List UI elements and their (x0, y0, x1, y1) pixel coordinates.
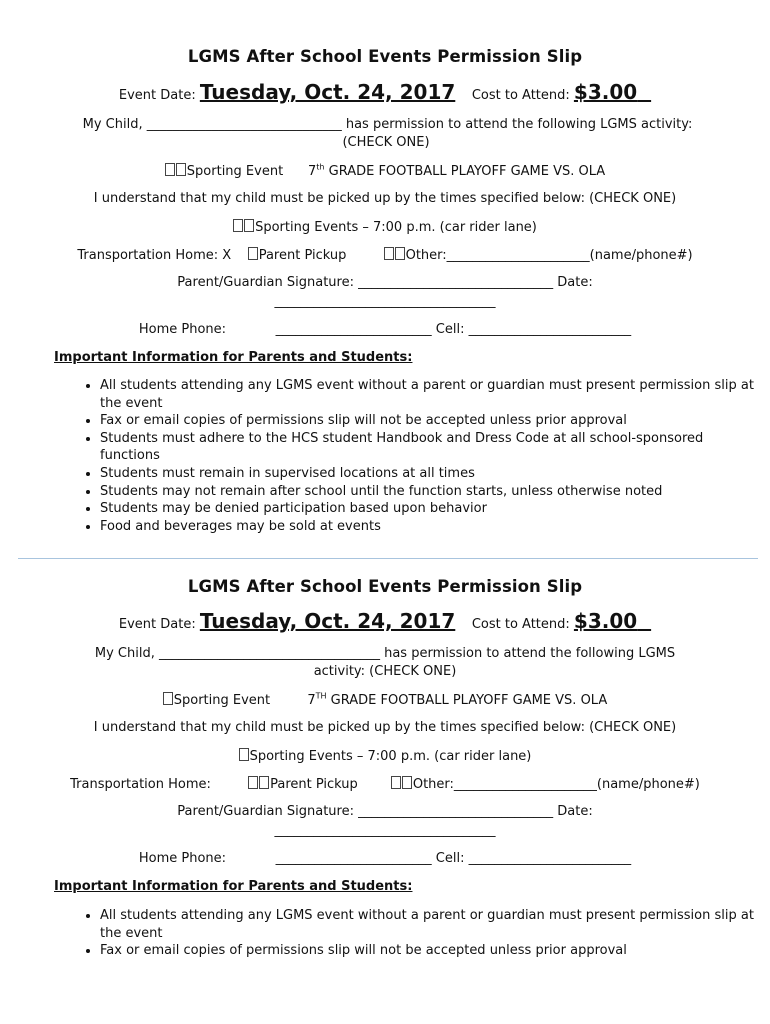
transport-label: Transportation Home: (70, 777, 211, 792)
slip2-event-row (0, 609, 770, 633)
home-phone-label: Home Phone: (138, 322, 227, 337)
game-name: GRADE FOOTBALL PLAYOFF GAME VS. OLA (330, 693, 608, 708)
list-item: • Food and beverages may be sold at events (100, 518, 760, 536)
slip1-transport-row (0, 247, 770, 263)
slip2-activity-row (0, 692, 770, 708)
parent-pickup-label: Parent Pickup (258, 248, 347, 263)
checkbox-icon[interactable] (244, 219, 254, 232)
slip2-phone-row (0, 851, 770, 866)
slip1-title: LGMS After School Events Permission Slip (187, 47, 583, 66)
cost-value: $3.00 (573, 80, 638, 104)
event-date-label: Event Date: (118, 617, 196, 632)
cost-label: Cost to Attend: (471, 617, 570, 632)
slip2-pickup-time-row (0, 748, 770, 764)
grade-sup: th (316, 162, 325, 172)
page-divider (18, 558, 758, 559)
slip2-child-line-b: activity: (CHECK ONE) (313, 664, 457, 679)
phone-cell-lines: ________________________ Cell: _________________________ (275, 851, 632, 866)
slip1-pickup-time-row (0, 219, 770, 235)
parent-pickup-label: Parent Pickup (270, 777, 358, 792)
slip2-title: LGMS After School Events Permission Slip (187, 577, 583, 596)
list-item: • All students attending any LGMS event without a parent or guardian must present permission slip at the event (100, 907, 760, 942)
event-date: Tuesday, Oct. 24, 2017 (199, 80, 456, 104)
slip2-bullet-list (54, 907, 760, 960)
checkbox-icon[interactable] (165, 163, 175, 176)
other-label: Other:______________________(name/phone#) (412, 777, 700, 792)
cost-label: Cost to Attend: (471, 88, 570, 103)
checkbox-icon[interactable] (395, 247, 405, 260)
event-date: Tuesday, Oct. 24, 2017 (199, 609, 456, 633)
grade-sup: TH (315, 691, 327, 701)
checkbox-icon[interactable] (402, 776, 412, 789)
slip2-important-heading: Important Information for Parents and Students: (54, 879, 413, 894)
game-name: GRADE FOOTBALL PLAYOFF GAME VS. OLA (328, 164, 606, 179)
slip2-understand: I understand that my child must be picked up by the times specified below: (CHECK ONE) (93, 720, 677, 735)
slip1-bullet-list (54, 377, 760, 535)
slip1-phone-row (0, 322, 770, 337)
checkbox-icon[interactable] (259, 776, 269, 789)
checkbox-icon[interactable] (176, 163, 186, 176)
event-date-label: Event Date: (118, 88, 196, 103)
other-label: Other:______________________(name/phone#) (405, 248, 693, 263)
slip2-child-line-a: My Child, __________________________________ has permission to attend the following LGMS (94, 646, 676, 661)
slip2-transport-row (0, 776, 770, 792)
slip2-date-line: __________________________________ (274, 823, 496, 838)
checkbox-icon[interactable] (248, 776, 258, 789)
list-item: • All students attending any LGMS event without a parent or guardian must present permission slip at the event (100, 377, 760, 412)
slip2-signature: Parent/Guardian Signature: ______________________________ Date: (177, 804, 593, 819)
grade: 7 (307, 693, 316, 708)
slip1-date-line: __________________________________ (274, 294, 496, 309)
checkbox-icon[interactable] (239, 748, 249, 761)
slip1-child-line-a: My Child, ______________________________ has permission to attend the following LGMS activity: (82, 117, 693, 132)
list-item: • Students may be denied participation based upon behavior (100, 500, 760, 518)
checkbox-icon[interactable] (163, 692, 173, 705)
home-phone-label: Home Phone: (138, 851, 227, 866)
slip1-child-line-b: (CHECK ONE) (342, 135, 430, 150)
sporting-events-time: Sporting Events – 7:00 p.m. (car rider lane) (255, 220, 537, 235)
slip1-event-row (0, 80, 770, 104)
list-item: • Fax or email copies of permissions slip will not be accepted unless prior approval (100, 942, 760, 960)
slip1-important-heading: Important Information for Parents and Students: (54, 350, 413, 365)
checkbox-icon[interactable] (391, 776, 401, 789)
sporting-events-time: Sporting Events – 7:00 p.m. (car rider lane) (249, 749, 532, 764)
transport-label: Transportation Home: X (77, 248, 232, 263)
checkbox-icon[interactable] (233, 219, 243, 232)
sporting-event-label: Sporting Event (186, 164, 284, 179)
sporting-event-label: Sporting Event (173, 693, 271, 708)
list-item: • Students must remain in supervised locations at all times (100, 465, 760, 483)
slip1-activity-row (0, 163, 770, 179)
list-item: • Students must adhere to the HCS student Handbook and Dress Code at all school-sponsored functions (100, 430, 760, 465)
list-item: • Students may not remain after school until the function starts, unless otherwise noted (100, 483, 760, 501)
checkbox-icon[interactable] (248, 247, 258, 260)
checkbox-icon[interactable] (384, 247, 394, 260)
phone-cell-lines: ________________________ Cell: _________________________ (275, 322, 632, 337)
grade: 7 (307, 164, 317, 179)
slip1-signature: Parent/Guardian Signature: ______________________________ Date: (177, 275, 593, 290)
list-item: • Fax or email copies of permissions slip will not be accepted unless prior approval (100, 412, 760, 430)
cost-value: $3.00 (573, 609, 638, 633)
slip1-understand: I understand that my child must be picked up by the times specified below: (CHECK ONE) (93, 191, 677, 206)
